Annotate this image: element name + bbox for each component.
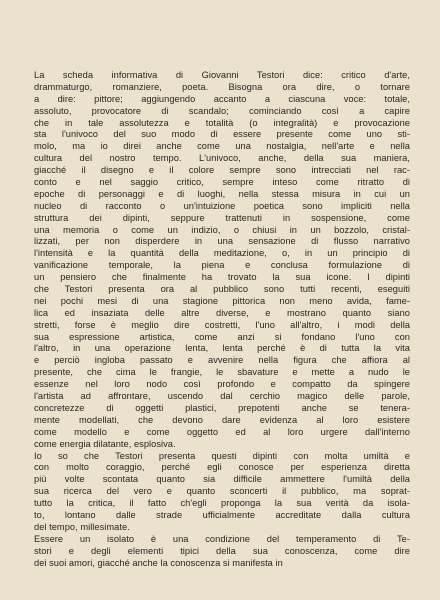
text-line: struttura dei dipinti, seppure trattenuti in sospensione, come (34, 212, 410, 223)
text-line: drammaturgo, romanziere, poeta. Bisogna ora dire, o tornare (34, 81, 410, 92)
text-line: sta l'univoco del suo modo di essere presente come uno sti- (34, 129, 410, 140)
text-line: sua ricerca del vero e quanto sconcerti il pubblico, ma soprat- (34, 486, 410, 497)
text-line: come energia dilatante, esplosiva. (34, 438, 176, 449)
text-line: lica ed insaziata delle altre diverse, e mostrano quanto siano (34, 307, 410, 318)
text-line: presente, che cima le frangie, le sbavature e mette a nudo le (34, 367, 410, 378)
text-line: vanificazione temporale, la piena e conclusa formulazione di (34, 260, 410, 271)
text-line: essenze nel loro nodo così profondo e compatto da spingere (34, 379, 410, 390)
text-line: lizzati, per non disperdere in una sensazione di flusso narrativo (34, 236, 410, 247)
text-line: che in tale assolutezza e totalità (o integralità) e provocazione (34, 117, 410, 128)
text-line: l'artista ad affrontare, uscendo dal cerchio magico delle parole, (34, 391, 410, 402)
text-line: l'altro, in una operazione lenta, lenta perché è di tutta la vita (34, 343, 410, 354)
text-line: un pensiero che finalmente ha trovato la sua icone. I dipinti (34, 272, 410, 283)
text-line: La scheda informativa di Giovanni Testori dice: critico d'arte, (34, 70, 410, 80)
text-line: a dire: pittore; aggiungendo accanto a ciascuna voce: totale, (34, 93, 410, 104)
text-line: del tempo, millesimate. (34, 521, 130, 532)
text-line: sua espressione artistica, come anzi si fondano l'uno con (34, 331, 410, 342)
text-line: molo, ma io direi anche come una nostalgia, nell'arte e nella (34, 141, 410, 152)
text-line: più volte scontata quanto sia difficile ammettere l'umiltà della (34, 474, 410, 485)
text-line: conto e nel saggio critico, sempre inteso come ritratto di (34, 177, 410, 188)
text-line: Essere un isolato è una condizione del temperamento di Te- (34, 533, 410, 544)
text-line: tutto la critica, il fatto ch'egli proponga la sua verità da isola- (34, 498, 410, 509)
text-line: epoche di personaggi e di luoghi, nella stessa misura in cui un (34, 188, 410, 199)
text-line: nucleo di racconto o un'intuizione poetica sono impliciti nella (34, 200, 410, 211)
text-line: l'intensità e la quantità della meditazione, o, in un principio di (34, 248, 410, 259)
text-line: come modello e come oggetto ed al loro urgere dall'interno (34, 426, 410, 437)
paragraph (34, 534, 410, 570)
paragraph (34, 70, 410, 451)
text-line: e perciò ingloba passato e avvenire nella figura che affiora al (34, 355, 410, 366)
text-line: cultura del nostro tempo. L'univoco, anche, della sua maniera, (34, 153, 410, 164)
text-line: to, lontano dalle strade ufficialmente accreditate dalla cultura (34, 509, 410, 520)
text-line: stretti, forse è meglio dire costretti, l'uno all'altro, i modi della (34, 319, 410, 330)
text-line: giacché il disegno e il colore sempre sono intrecciati nel rac- (34, 165, 410, 176)
text-line: che Testori presenta ora al pubblico sono tutti recenti, eseguiti (34, 284, 410, 295)
text-line: con molto coraggio, perché egli conosce per esperienza diretta (34, 462, 410, 473)
text-line: una memoria o come un indizio, o chiusi in un bozzolo, cristal- (34, 224, 410, 235)
text-line: Io so che Testori presenta questi dipinti con molta umiltà e (34, 450, 410, 461)
body-text (34, 70, 410, 569)
paragraph (34, 451, 410, 534)
text-line: concretezze di oggetti plastici, prepotenti anche se tenera- (34, 402, 410, 413)
text-line: nei pochi mesi di una stagione pittorica non meno avida, fame- (34, 295, 410, 306)
text-line: dei suoi amori, giacché anche la conoscenza si manifesta in (34, 557, 283, 568)
text-line: stori e degli elementi tipici della sua conoscenza, come dire (34, 545, 410, 556)
text-line: assoluto, provocatore di scandalo; cominciando così a capire (34, 105, 410, 116)
text-line: mente modellati, che devono dare evidenza al loro esistere (34, 414, 410, 425)
